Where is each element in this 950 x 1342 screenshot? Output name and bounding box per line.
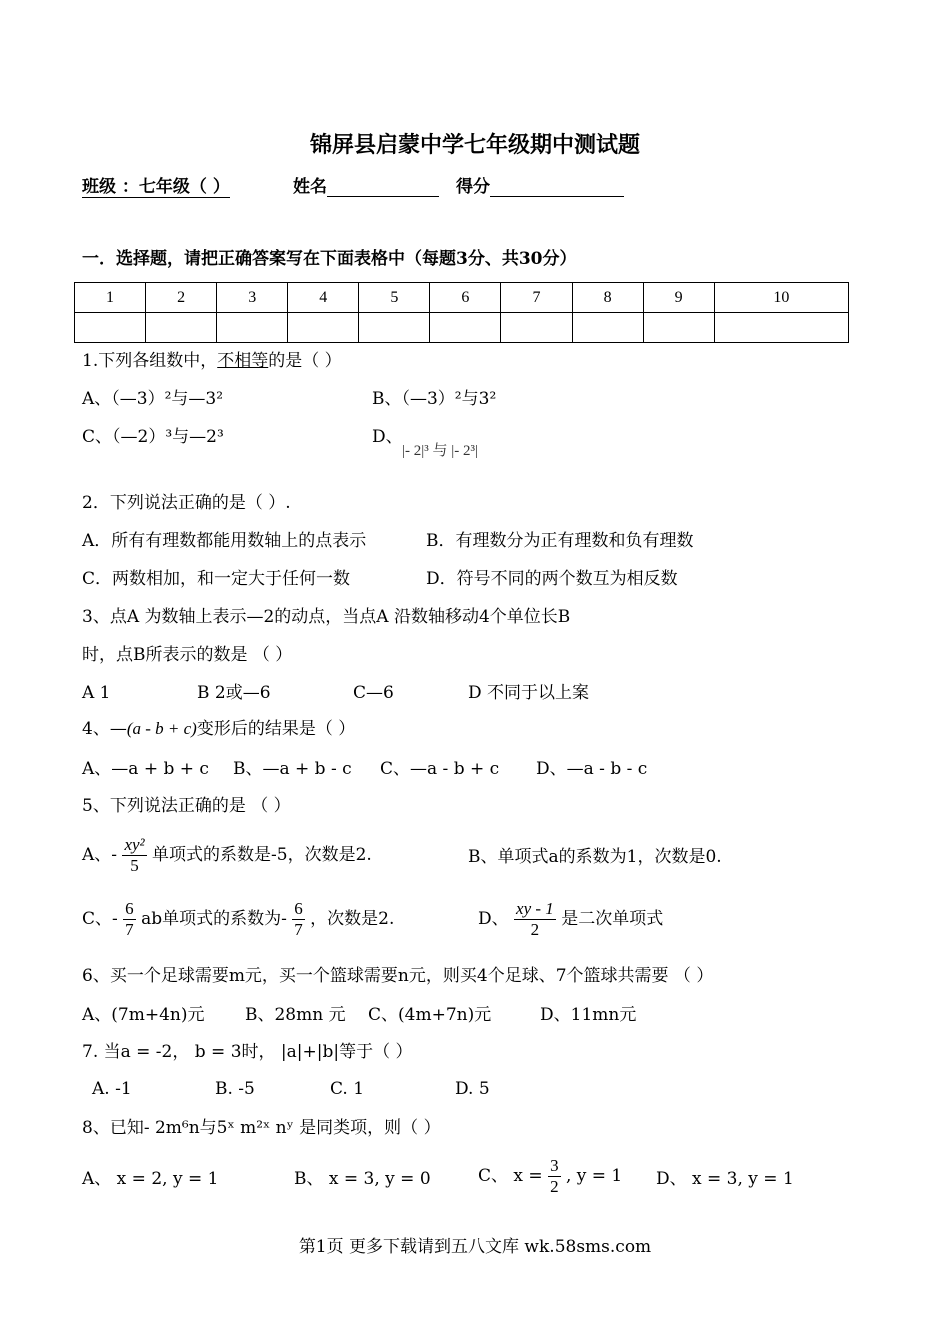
class-label — [82, 172, 230, 197]
answer-table-answer-cell[interactable] — [572, 313, 643, 343]
q6-option-c: C、(4m+7n)元 — [368, 1005, 492, 1025]
q1-option-d-label: D、 — [372, 427, 403, 447]
q1-option-a: A、（—3）²与—3² — [82, 389, 224, 409]
q5-c-den1: 7 — [125, 920, 134, 939]
answer-table-number-cell: 10 — [714, 283, 848, 313]
q3-option-a: A 1 — [82, 683, 111, 703]
q8-c-num: 3 — [550, 1156, 559, 1175]
q4-option-b: B、—a + b - c — [233, 759, 352, 779]
q7-stem: 7. 当a = -2， b = 3时， |a|+|b|等于（ ） — [82, 1042, 413, 1062]
q8-c-fraction — [548, 1156, 561, 1197]
q2-option-b: B．有理数分为正有理数和负有理数 — [426, 531, 694, 551]
q2-option-c: C．两数相加，和一定大于任何一数 — [82, 569, 351, 589]
q1-stem — [82, 350, 342, 372]
q1-option-d-expr: |- 2|³ 与 |- 2³| — [402, 443, 478, 459]
answer-table-answer-cell[interactable] — [217, 313, 288, 343]
answer-table-number-cell: 7 — [501, 283, 572, 313]
q5-d-den: 2 — [530, 920, 540, 939]
q5-a-fraction — [122, 835, 146, 876]
q8-c-post: , y = 1 — [565, 1166, 623, 1186]
answer-table-answer-cell[interactable] — [146, 313, 217, 343]
q4-stem-expr: (a - b + c) — [126, 719, 197, 738]
answer-table — [74, 282, 849, 343]
q8-option-c — [478, 1155, 622, 1197]
answer-table-number-cell: 9 — [643, 283, 714, 313]
q4-stem — [82, 718, 355, 740]
q2-option-a: A．所有有理数都能用数轴上的点表示 — [82, 531, 367, 551]
name-label-text: 姓名 — [293, 177, 327, 197]
q5-c-num2: 6 — [294, 899, 303, 918]
q5-c-fraction2 — [292, 899, 305, 940]
q8-option-b: B、 x = 3, y = 0 — [294, 1169, 431, 1189]
answer-table-answer-cell[interactable] — [288, 313, 359, 343]
q1-option-b: B、（—3）²与3² — [372, 389, 497, 409]
q8-c-pre: C、 x = — [478, 1166, 543, 1186]
q4-stem-pre: 4、— — [82, 719, 127, 739]
q5-c-den2: 7 — [294, 920, 303, 939]
score-label-text: 得分 — [456, 177, 490, 197]
q7-option-d: D. 5 — [455, 1079, 490, 1099]
answer-table-number-cell: 3 — [217, 283, 288, 313]
section1-heading: 一．选择题，请把正确答案写在下面表格中（每题3分、共30分） — [82, 249, 577, 269]
answer-table-answer-cell[interactable] — [714, 313, 848, 343]
class-field: 班级 ：七年级（ ） — [82, 177, 230, 197]
name-label — [293, 172, 439, 197]
answer-table-answer-cell[interactable] — [75, 313, 146, 343]
q4-stem-post: 变形后的结果是（ ） — [196, 719, 356, 739]
q5-c-fraction1 — [123, 899, 136, 940]
q7-option-a: A. -1 — [92, 1079, 132, 1099]
q8-c-den: 2 — [550, 1177, 559, 1196]
page-title: 锦屏县启蒙中学七年级期中测试题 — [309, 132, 640, 158]
q4-option-d: D、—a - b - c — [536, 759, 648, 779]
q5-a-den: 5 — [130, 856, 139, 875]
q2-stem: 2．下列说法正确的是（ ）. — [82, 493, 291, 513]
q5-c-post: ，次数是2. — [310, 909, 395, 929]
answer-table-header-row — [75, 283, 849, 313]
q5-d-pre: D、 — [478, 909, 509, 929]
score-blank — [490, 178, 624, 197]
q5-a-pre: A、- — [82, 845, 118, 865]
q4-option-c: C、—a - b + c — [380, 759, 500, 779]
q3-stem-line1: 3、点A 为数轴上表示—2的动点，当点A 沿数轴移动4个单位长B — [82, 607, 571, 627]
q8-stem: 8、已知- 2m⁶n与5ˣ m²ˣ nʸ 是同类项，则（ ） — [82, 1118, 441, 1138]
q8-option-d: D、 x = 3, y = 1 — [656, 1169, 794, 1189]
q1-stem-post: 的是（ ） — [268, 351, 342, 371]
score-label — [456, 172, 624, 197]
q5-option-c — [82, 898, 394, 940]
q5-option-d — [478, 898, 663, 940]
q5-option-a — [82, 834, 372, 876]
q3-option-d: D 不同于以上案 — [468, 683, 590, 703]
answer-table-number-cell: 5 — [359, 283, 430, 313]
q6-option-b: B、28mn 元 — [245, 1005, 346, 1025]
answer-table-answer-cell[interactable] — [501, 313, 572, 343]
answer-table-answer-cell[interactable] — [430, 313, 501, 343]
q5-d-fraction — [514, 899, 556, 940]
q6-option-d: D、11mn元 — [540, 1005, 637, 1025]
q1-option-c: C、（—2）³与—2³ — [82, 427, 224, 447]
q8-option-a: A、 x = 2, y = 1 — [82, 1169, 219, 1189]
answer-table-number-cell: 2 — [146, 283, 217, 313]
q5-a-post: 单项式的系数是-5，次数是2. — [152, 845, 372, 865]
q5-option-b: B、单项式a的系数为1，次数是0. — [468, 847, 722, 867]
q6-stem: 6、买一个足球需要m元，买一个篮球需要n元，则买4个足球、7个篮球共需要 （ ） — [82, 966, 714, 986]
name-blank — [327, 178, 439, 197]
q3-option-b: B 2或—6 — [197, 683, 271, 703]
q1-stem-underline: 不相等 — [217, 351, 269, 371]
q5-c-num1: 6 — [125, 899, 134, 918]
q4-option-a: A、—a + b + c — [82, 759, 209, 779]
q3-stem-line2: 时，点B所表示的数是 （ ） — [82, 645, 293, 665]
q1-stem-pre: 1.下列各组数中， — [82, 351, 218, 371]
q5-c-mid: ab单项式的系数为- — [141, 909, 287, 929]
answer-table-answer-cell[interactable] — [359, 313, 430, 343]
answer-table-number-cell: 4 — [288, 283, 359, 313]
answer-table-number-cell: 6 — [430, 283, 501, 313]
q7-option-c: C. 1 — [330, 1079, 365, 1099]
q5-stem: 5、下列说法正确的是 （ ） — [82, 796, 291, 816]
answer-table-number-cell: 8 — [572, 283, 643, 313]
q3-option-c: C—6 — [353, 683, 394, 703]
q5-d-post: 是二次单项式 — [561, 909, 664, 929]
answer-table-answer-row — [75, 313, 849, 343]
q6-option-a: A、(7m+4n)元 — [82, 1005, 205, 1025]
q5-c-pre: C、- — [82, 909, 118, 929]
q7-option-b: B. -5 — [215, 1079, 255, 1099]
q2-option-d: D．符号不同的两个数互为相反数 — [426, 569, 678, 589]
page-footer: 第1页 更多下载请到五八文库 wk.58sms.com — [298, 1237, 652, 1257]
answer-table-answer-cell[interactable] — [643, 313, 714, 343]
q5-d-num: xy - 1 — [516, 899, 554, 918]
answer-table-number-cell: 1 — [75, 283, 146, 313]
q5-a-num: xy² — [124, 835, 145, 854]
